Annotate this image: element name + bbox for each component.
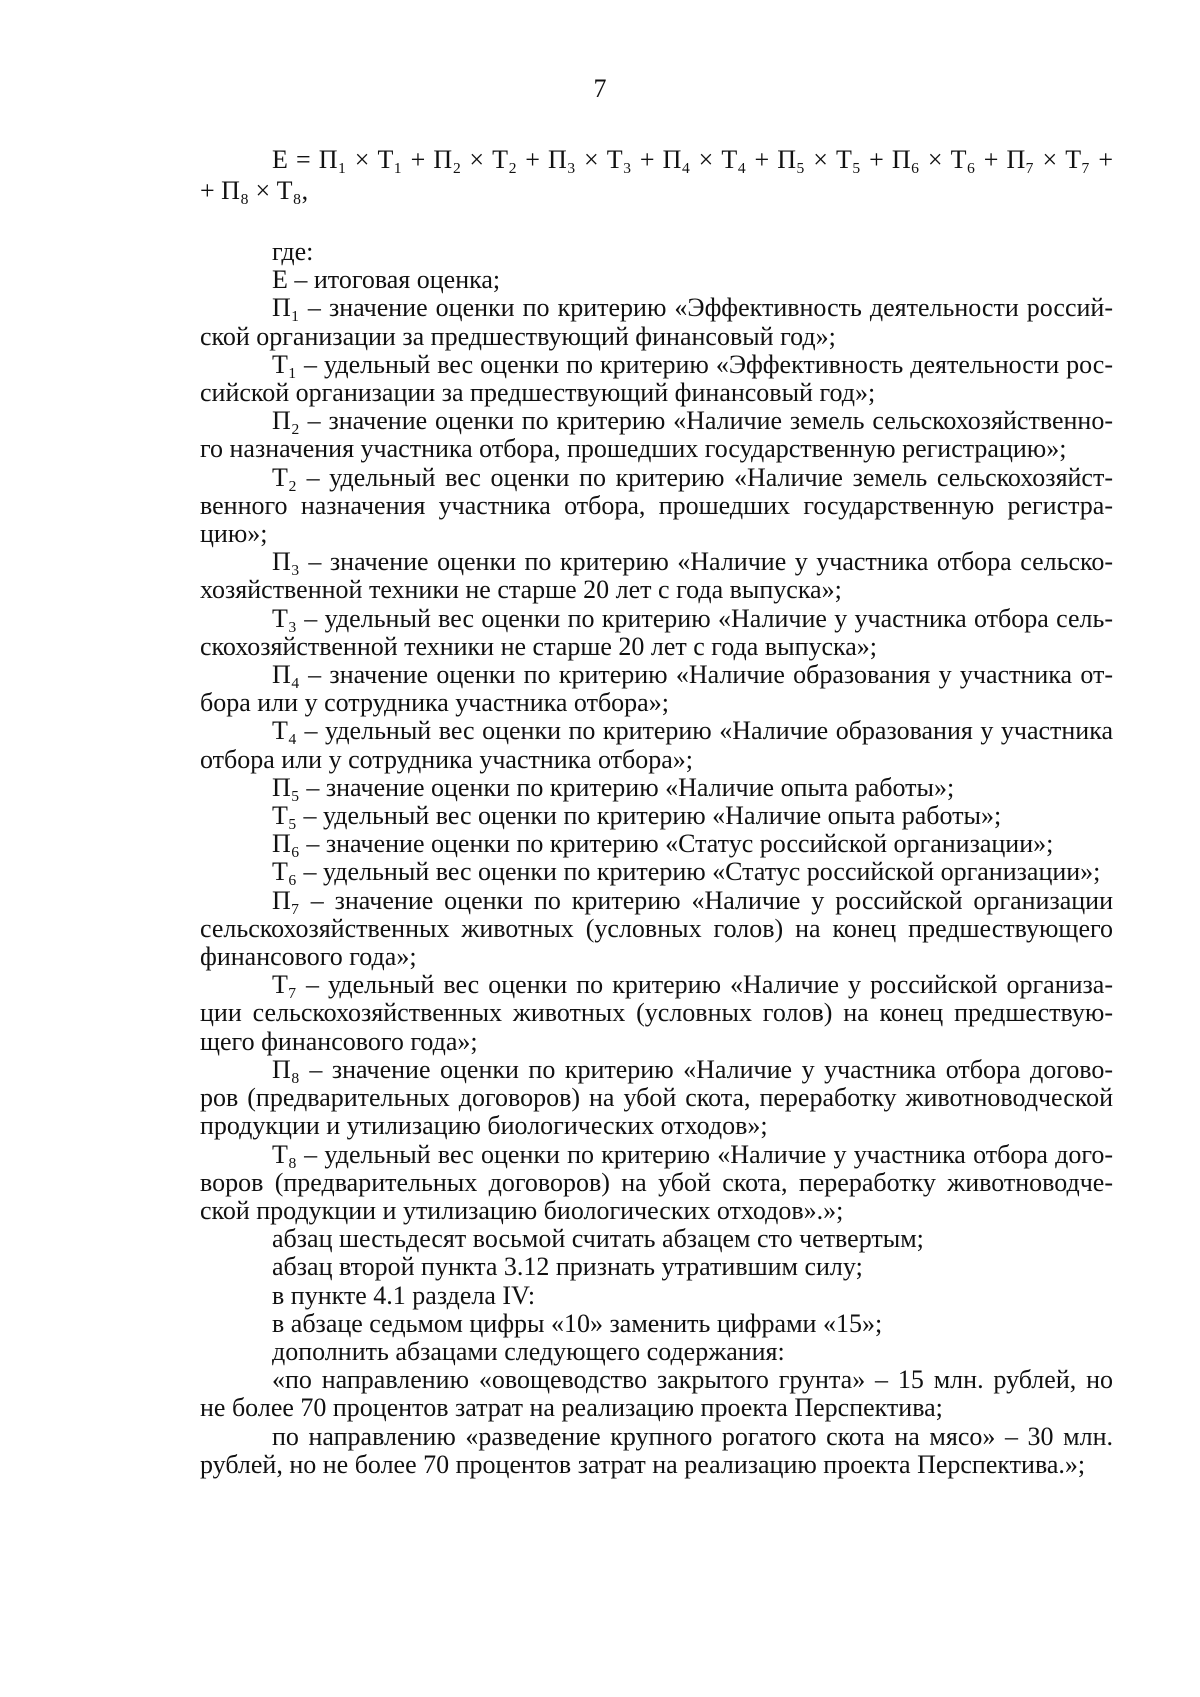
paragraph: дополнить абзацами следующего содержания: [272, 1336, 785, 1366]
paragraph: П₁ – значение оценки по критерию «Эффективность деятельности россий-ской организации за предшествующий финансовый год»; [200, 293, 1113, 351]
paragraph: в пункте 4.1 раздела IV: [272, 1280, 536, 1310]
paragraph: Т₆ – удельный вес оценки по критерию «Статус российской организации»; [272, 857, 1101, 887]
formula-line-2: + П₈ × Т₈, [200, 176, 309, 205]
paragraph: где: [272, 237, 314, 266]
formula-line-1: Е = П₁ × Т₁ + П₂ × Т₂ + П₃ × Т₃ + П₄ × Т₄ + П₅ × Т₅ + П₆ × Т₆ + П₇ × Т₇ + [272, 145, 1113, 174]
paragraph: абзац второй пункта 3.12 признать утратившим силу; [272, 1252, 863, 1282]
paragraph: Т₁ – удельный вес оценки по критерию «Эффективность деятельности рос-сийской организации за предшествующий финансовый год»; [200, 349, 1113, 408]
page-number: 7 [593, 74, 607, 103]
paragraph: П₄ – значение оценки по критерию «Наличие образования у участника от-бора или у сотрудника участника отбора»; [200, 660, 1113, 718]
paragraph: Т₄ – удельный вес оценки по критерию «Наличие образования у участника отбора или у сотрудника участника отбора»; [200, 716, 1113, 774]
paragraph: Т₈ – удельный вес оценки по критерию «Наличие у участника отбора дого-воров (предварительных договоров) на убой скота, переработку животноводче-ской продукции и утилизацию биологических отходов».»; [200, 1139, 1113, 1225]
paragraph: Е – итоговая оценка; [272, 265, 501, 295]
paragraph: Т₇ – удельный вес оценки по критерию «Наличие у российской организа-ции сельскохозяйственных животных (условных голов) на конец предшествую-щего финансового года»; [200, 970, 1113, 1056]
document-body [200, 238, 1113, 1479]
paragraph: П₆ – значение оценки по критерию «Статус российской организации»; [272, 829, 1054, 859]
paragraph: в абзаце седьмом цифры «10» заменить цифрами «15»; [272, 1308, 883, 1338]
paragraph: П₃ – значение оценки по критерию «Наличие у участника отбора сельско-хозяйственной техники не старше 20 лет с года выпуска»; [200, 547, 1113, 605]
paragraph: Т₅ – удельный вес оценки по критерию «Наличие опыта работы»; [272, 801, 1002, 831]
paragraph: П₂ – значение оценки по критерию «Наличие земель сельскохозяйственно-го назначения участника отбора, прошедших государственную регистрацию»; [200, 406, 1113, 464]
formula-block [200, 144, 1113, 206]
paragraph: П₇ – значение оценки по критерию «Наличие у российской организации сельскохозяйственных животных (условных голов) на конец предшествующего финансового года»; [200, 885, 1113, 972]
paragraph: абзац шестьдесят восьмой считать абзацем сто четвертым; [272, 1224, 924, 1254]
paragraph: Т₂ – удельный вес оценки по критерию «Наличие земель сельскохозяйст-венного назначения участника отбора, прошедших государственную регистра-цию»; [200, 462, 1113, 549]
paragraph: «по направлению «овощеводство закрытого грунта» – 15 млн. рублей, но не более 70 процентов затрат на реализацию проекта Перспектива; [200, 1365, 1113, 1423]
paragraph: Т₃ – удельный вес оценки по критерию «Наличие у участника отбора сель-скохозяйственной техники не старше 20 лет с года выпуска»; [200, 603, 1113, 661]
paragraph: П₅ – значение оценки по критерию «Наличие опыта работы»; [272, 772, 955, 802]
paragraph: П₈ – значение оценки по критерию «Наличие у участника отбора догово-ров (предварительных договоров) на убой скота, переработку животноводческой продукции и утилизацию биологических отходов»; [200, 1054, 1113, 1141]
paragraph: по направлению «разведение крупного рогатого скота на мясо» – 30 млн. рублей, но не более 70 процентов затрат на реализацию проекта Перспектива.»; [200, 1421, 1113, 1479]
